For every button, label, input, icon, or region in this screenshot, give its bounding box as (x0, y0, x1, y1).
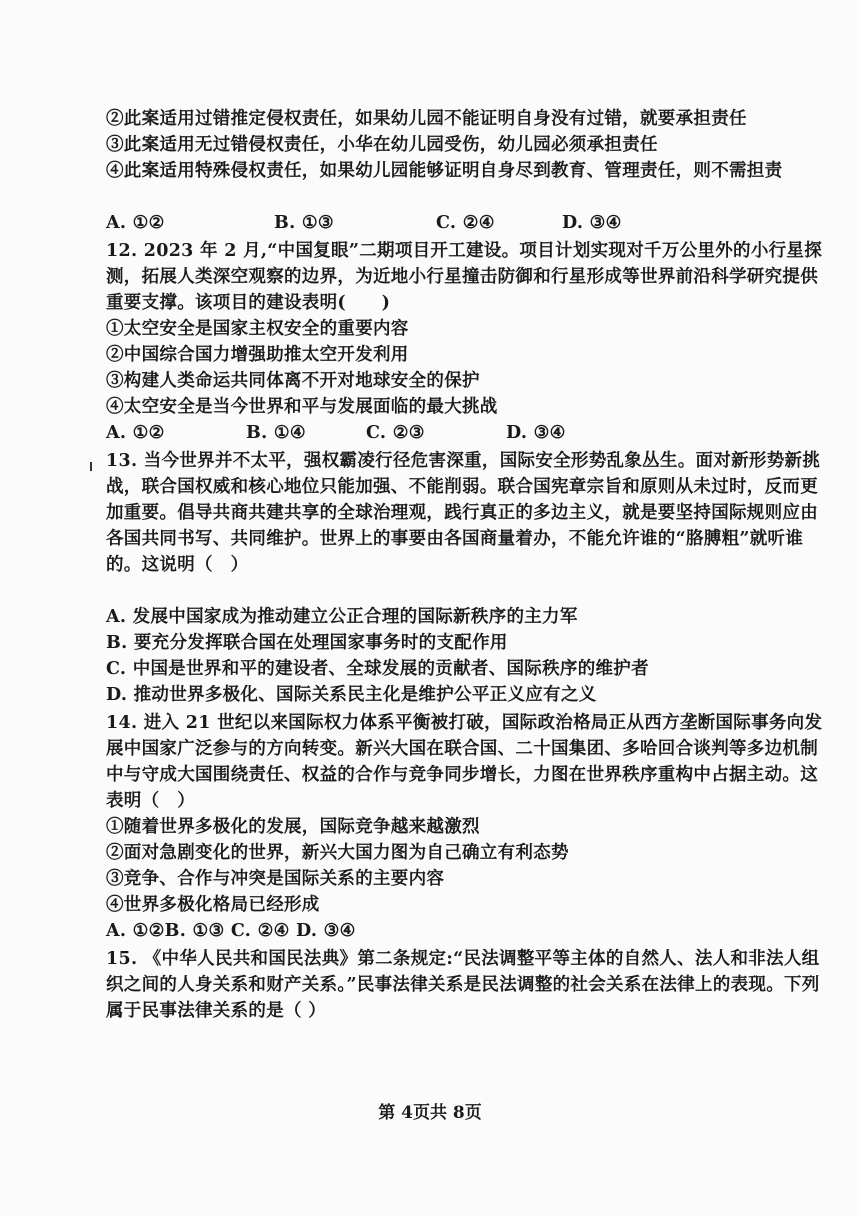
q11-option-3: ③此案适用无过错侵权责任，小华在幼儿园受伤，幼儿园必须承担责任 (106, 135, 658, 155)
q12-item-2: ②中国综合国力增强助推太空开发利用 (106, 345, 409, 365)
q12-answer-d: D. ③④ (506, 423, 566, 443)
q12-answer-b: B. ①④ (246, 423, 306, 443)
margin-mark (90, 462, 92, 471)
page-footer: 第 4页共 8页 (378, 1103, 482, 1123)
q12-item-4: ④太空安全是当今世界和平与发展面临的最大挑战 (106, 397, 498, 417)
q14-answers: A. ①②B. ①③ C. ②④ D. ③④ (106, 921, 356, 941)
q13-option-b: B. 要充分发挥联合国在处理国家事务时的支配作用 (106, 633, 508, 653)
q12-item-3: ③构建人类命运共同体离不开对地球安全的保护 (106, 371, 480, 391)
q13-option-c: C. 中国是世界和平的建设者、全球发展的贡献者、国际秩序的维护者 (106, 659, 649, 679)
q13-stem: 13. 当今世界并不太平，强权霸凌行径危害深重，国际安全形势乱象丛生。面对新形势新挑战，联合国权威和核心地位只能加强、不能削弱。联合国宪章宗旨和原则从未过时，反而更加重要。倡导共商共建共享的全球治理观，践行真正的多边主义，就是要坚持国际规则应由各国共同书写、共同维护。世界上的事要由各国商量着办，不能允许谁的“胳膊粗”就听谁的。这说明（ ） (106, 451, 821, 575)
q11-answers (106, 210, 826, 236)
q12-answers (106, 420, 826, 446)
q15-stem: 15. 《中华人民共和国民法典》第二条规定:“民法调整平等主体的自然人、法人和非法人组织之间的人身关系和财产关系。”民事法律关系是民法调整的社会关系在法律上的表现。下列属于民事法律关系的是（ ） (106, 949, 820, 1021)
q12-item-1: ①太空安全是国家主权安全的重要内容 (106, 319, 409, 339)
q12-answer-a: A. ①② (106, 423, 165, 443)
q12-stem: 12. 2023 年 2 月,“中国复眼”二期项目开工建设。项目计划实现对千万公里外的小行星探测，拓展人类深空观察的边界，为近地小行星撞击防御和行星形成等世界前沿科学研究提供重要支撑。该项目的建设表明( ) (106, 241, 823, 313)
q14-stem: 14. 进入 21 世纪以来国际权力体系平衡被打破，国际政治格局正从西方垄断国际事务向发展中国家广泛参与的方向转变。新兴大国在联合国、二十国集团、多哈回合谈判等多边机制中与守成大国围绕责任、权益的合作与竞争同步增长，力图在世界秩序重构中占据主动。这表明（ ） (106, 713, 823, 811)
q11-answer-c: C. ②④ (436, 213, 495, 233)
q11-answer-d: D. ③④ (562, 213, 622, 233)
q11-option-4: ④此案适用特殊侵权责任，如果幼儿园能够证明自身尽到教育、管理责任，则不需担责 (106, 161, 783, 181)
q14-item-1: ①随着世界多极化的发展，国际竞争越来越激烈 (106, 817, 480, 837)
page-content (106, 106, 826, 1024)
q11-answer-b: B. ①③ (274, 213, 334, 233)
q14-item-2: ②面对急剧变化的世界，新兴大国力图为自己确立有利态势 (106, 843, 569, 863)
q11-option-2: ②此案适用过错推定侵权责任，如果幼儿园不能证明自身没有过错，就要承担责任 (106, 109, 747, 129)
q11-answer-a: A. ①② (106, 213, 165, 233)
q14-item-3: ③竞争、合作与冲突是国际关系的主要内容 (106, 869, 445, 889)
q13-option-d: D. 推动世界多极化、国际关系民主化是维护公平正义应有之义 (106, 685, 597, 705)
q12-answer-c: C. ②③ (366, 423, 425, 443)
q13-option-a: A. 发展中国家成为推动建立公正合理的国际新秩序的主力军 (106, 607, 578, 627)
q14-item-4: ④世界多极化格局已经形成 (106, 895, 320, 915)
